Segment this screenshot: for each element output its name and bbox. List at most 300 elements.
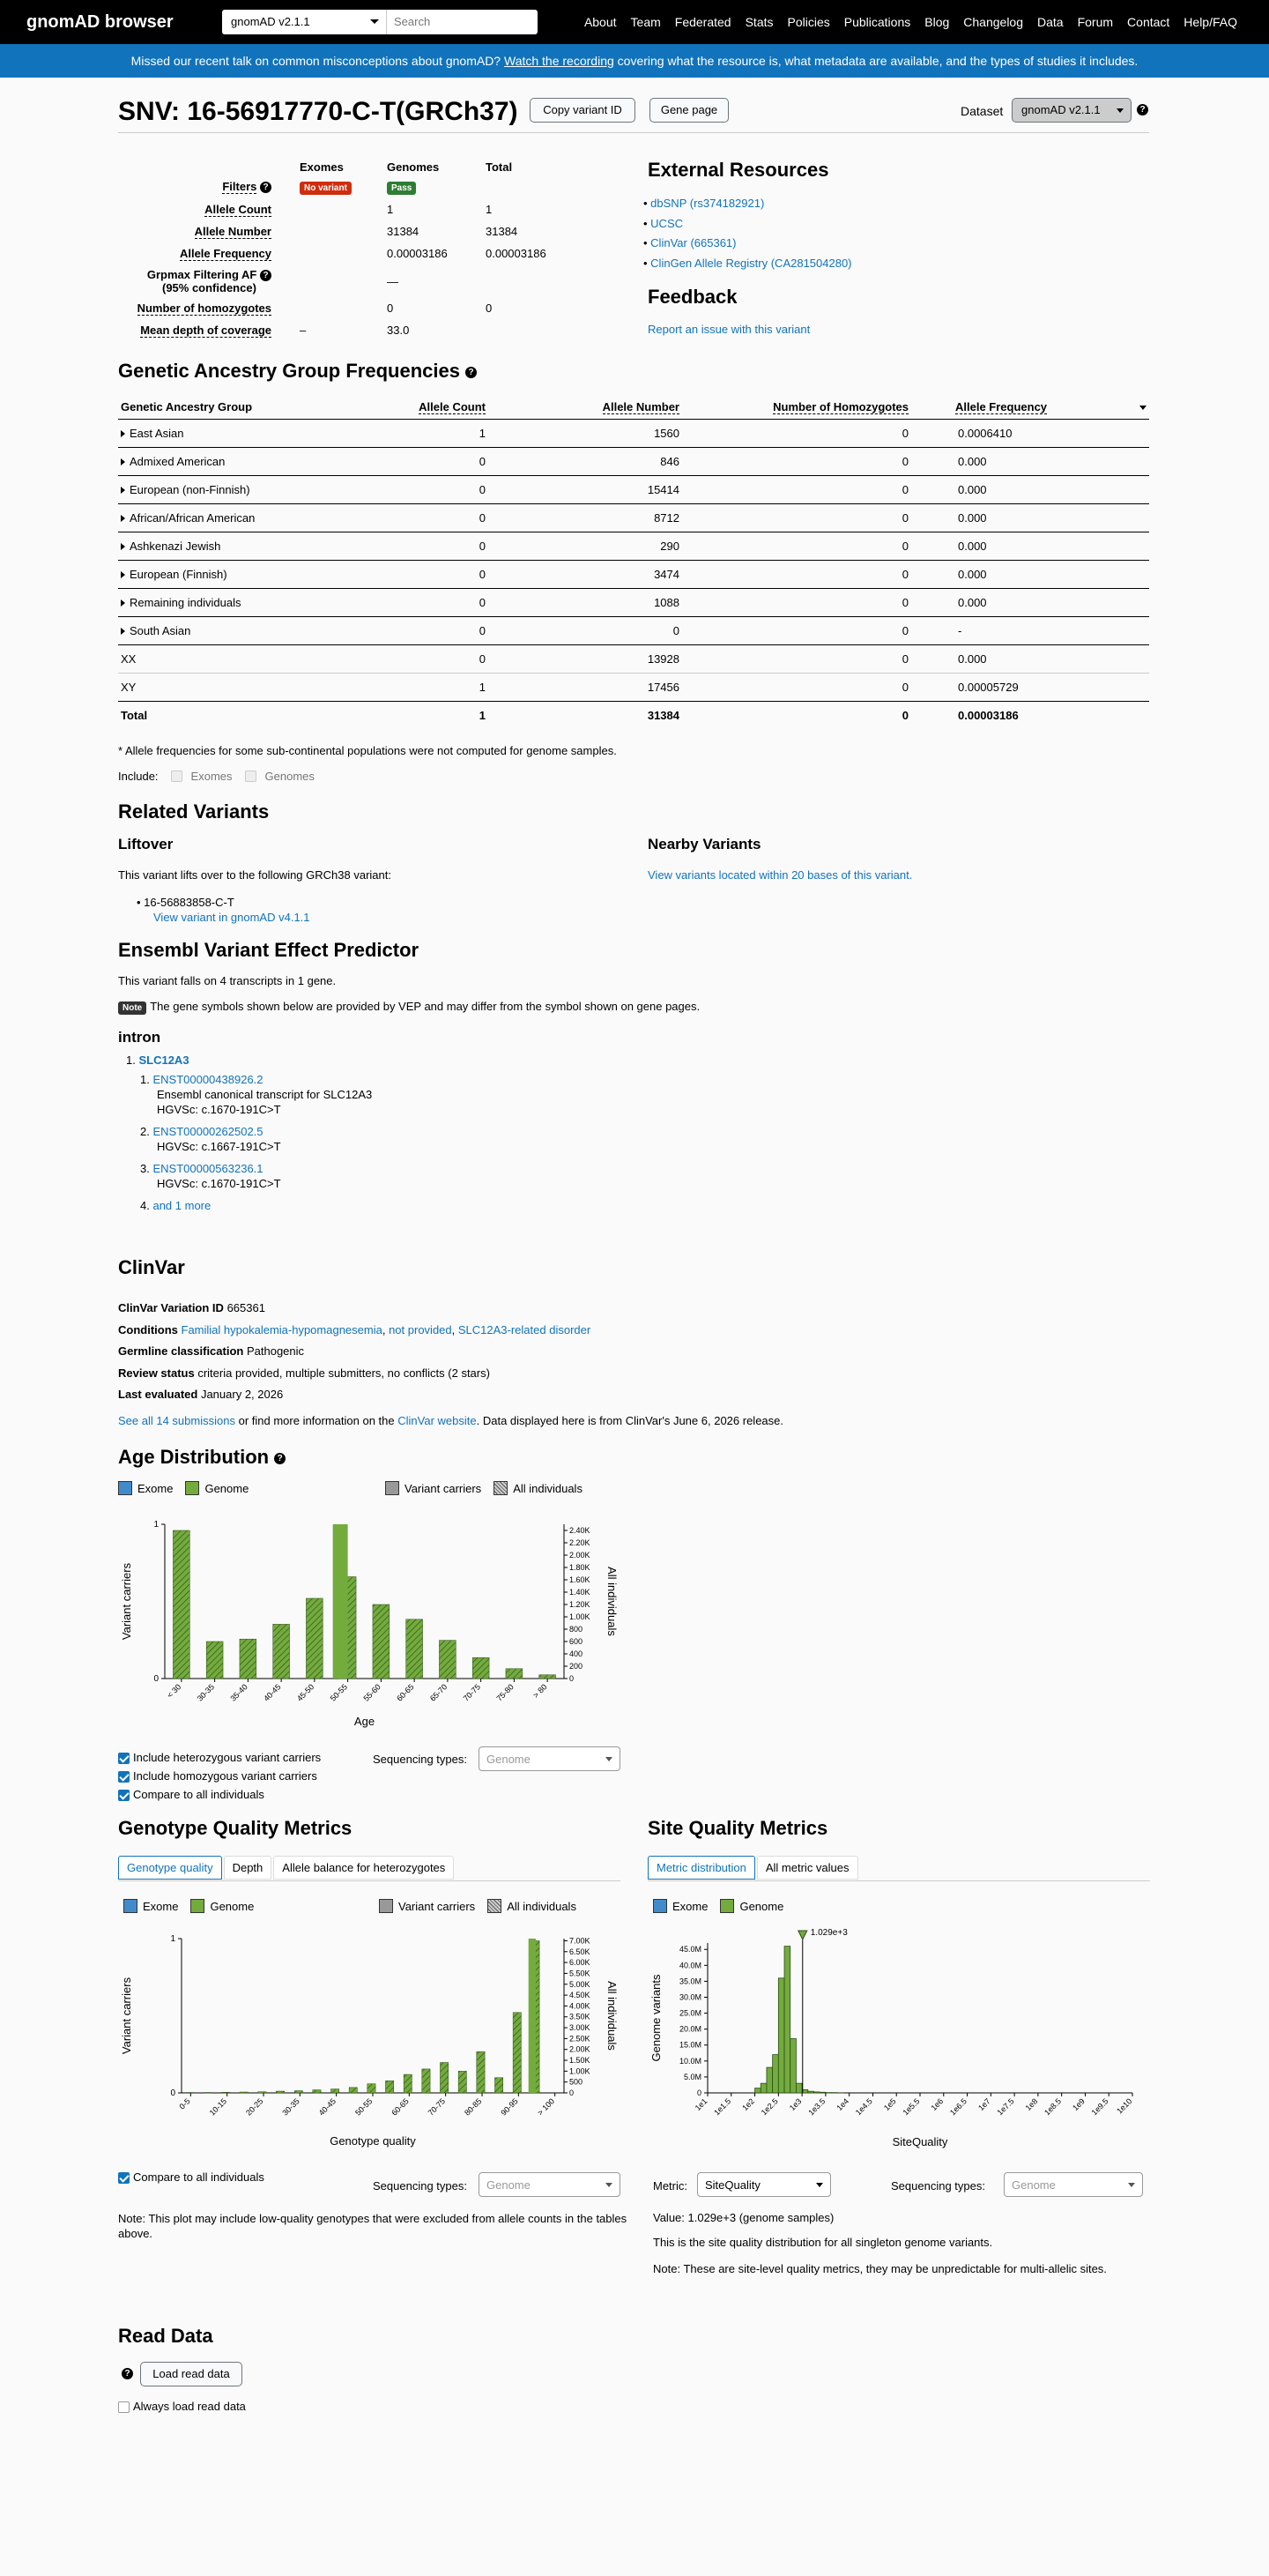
cell-ac [382,503,488,532]
x-tick-label: 70-75 [461,1682,483,1703]
depth-genomes: 33.0 [387,324,410,337]
banner-link[interactable]: Watch the recording [504,54,614,68]
legend-exome: Exome [137,1481,174,1495]
chevron-down-icon [605,2183,612,2187]
exome-filter-badge: No variant [300,182,352,195]
clinvar-id-label: ClinVar Variation ID [118,1301,224,1314]
x-tick-label: 90-95 [499,2096,520,2118]
liftover-link[interactable]: View variant in gnomAD v4.1.1 [153,911,310,924]
filters-label-text: Filters [222,180,257,193]
cell-an [488,644,682,673]
dataset-dropdown-value: gnomAD v2.1.1 [1021,103,1101,116]
clinvar-germline: Pathogenic [246,1344,305,1358]
all-individuals-bar [294,2091,302,2093]
cell-hom [682,673,911,701]
expand-triangle-icon[interactable] [121,458,125,465]
tab-depth[interactable]: Depth [224,1856,272,1880]
all-individuals-bar [477,2051,485,2093]
histogram-bar [755,2088,761,2093]
y-tick-label: 20.0M [679,2024,701,2034]
help-icon[interactable]: ? [122,2368,133,2379]
cell-hom-text: 0 [902,651,909,666]
cell-hom [682,503,911,532]
nav-link-stats[interactable]: Stats [745,15,774,29]
col-allele-number[interactable] [488,396,682,419]
all-individuals-bar [440,2062,448,2093]
all-swatch [494,1481,508,1495]
y-tick-label: 1 [153,1520,159,1530]
announcement-banner [0,44,1269,78]
table-row [118,701,1149,729]
banner-text-post: covering what the resource is, what metadata are available, and the types of studies it includes. [617,54,1139,68]
always-load-checkbox[interactable] [118,2401,130,2413]
all-individuals-bar [173,1530,189,1679]
gq-legend-2 [379,1899,576,1913]
cell-hom [682,616,911,644]
het-label: Include heterozygous variant carriers [133,1751,322,1764]
cell-an-text: 846 [660,454,679,468]
x-axis-label: Age [353,1715,375,1728]
grpmax-genomes: — [387,275,398,288]
tab-divider [118,1880,620,1881]
cell-hom [682,532,911,560]
cell-group [118,701,382,729]
external-link-item: • UCSC [643,216,684,230]
cell-an-text: 290 [660,539,679,553]
chevron-down-icon [370,19,379,24]
x-tick-label: 75-80 [494,1682,516,1703]
x-tick-label: 1e7 [976,2096,992,2113]
transcript-item [140,1072,372,1117]
dataset-select[interactable] [222,10,386,34]
cell-group [118,447,382,475]
x-axis-label: SiteQuality [892,2135,948,2148]
y2-tick-label: 2.00K [569,2044,590,2054]
nav-link-data[interactable]: Data [1037,15,1064,29]
help-icon[interactable]: ? [1137,104,1148,115]
compare-checkbox[interactable] [118,1790,130,1801]
sq-value: Value: 1.029e+3 (genome samples) [653,2211,835,2224]
table-row[interactable] [118,560,1149,588]
submissions-text: or find more information on the [238,1414,395,1427]
clinvar-submissions [118,1414,783,1427]
report-issue-link[interactable]: Report an issue with this variant [648,323,811,336]
legend-exome: Exome [672,1899,709,1913]
dataset-dropdown[interactable] [1012,98,1132,123]
load-read-data-button[interactable]: Load read data [140,2362,242,2386]
cell-ac [382,673,488,701]
table-row[interactable] [118,447,1149,475]
gq-legend [123,1899,254,1913]
col-genomes: Genomes [387,160,440,174]
cell-ac [382,701,488,729]
sort-desc-icon [1139,406,1147,410]
table-row[interactable] [118,588,1149,616]
y2-tick-label: 6.50K [569,1947,590,1956]
cell-ac [382,560,488,588]
list-number: 2. [140,1125,150,1138]
table-row [118,644,1149,673]
clinvar-website-link[interactable]: ClinVar website [397,1414,477,1427]
cell-hom [682,644,911,673]
cell-group [118,503,382,532]
gq-tabs [118,1856,456,1880]
nav-links [584,15,1237,29]
cell-af [911,588,1149,616]
dataset-select-value: gnomAD v2.1.1 [231,15,310,28]
transcript-link[interactable]: ENST00000563236.1 [152,1162,263,1175]
more-transcripts-link[interactable]: and 1 more [152,1199,212,1212]
page-title: SNV: 16-56917770-C-T(GRCh37) [118,97,518,126]
x-tick-label: > 100 [535,2096,557,2118]
cell-group-text: Admixed American [130,454,226,468]
y2-tick-label: 200 [569,1662,583,1671]
y-tick-label: 15.0M [679,2040,701,2050]
include-exomes-checkbox[interactable] [171,771,182,782]
vep-gene-item [126,1053,372,1068]
nav-link-about[interactable]: About [583,15,617,29]
x-tick-label: 35-40 [228,1682,249,1703]
expand-triangle-icon[interactable] [121,628,125,635]
variant-carriers-bar [333,1524,348,1679]
clinvar-eval-label: Last evaluated [118,1388,198,1401]
note-badge: Note [118,1001,146,1015]
x-tick-label: 1e3 [787,2096,804,2113]
cell-group [118,616,382,644]
tab-metric-distribution[interactable]: Metric distribution [648,1856,755,1880]
cell-group-text: Remaining individuals [130,595,241,609]
genome-swatch [190,1899,204,1913]
clinvar-review-label: Review status [118,1366,195,1380]
tab-all-metric-values[interactable]: All metric values [757,1856,858,1880]
exome-swatch [118,1481,132,1495]
sq-note: Note: These are site-level quality metrics, they may be unpredictable for multi-allelic sites. [653,2262,1107,2275]
all-individuals-bar [240,2092,248,2093]
cell-hom [682,560,911,588]
expand-triangle-icon[interactable] [121,543,125,550]
nav-link-forum[interactable]: Forum [1077,15,1114,29]
cell-ac-text: 0 [479,510,486,525]
all-individuals-bar [422,2069,430,2093]
y2-tick-label: 4.50K [569,1991,590,2000]
cell-group [118,560,382,588]
y2-tick-label: 500 [569,2077,583,2087]
x-tick-label: < 30 [165,1682,183,1700]
cell-an-text: 15414 [647,482,679,496]
table-row[interactable] [118,532,1149,560]
nav-link-publications[interactable]: Publications [843,15,911,29]
y-axis-label: Genome variants [649,1974,663,2062]
cell-af [911,475,1149,503]
transcript-hgvs: HGVSc: c.1670-191C>T [157,1103,281,1116]
hom-label: Include homozygous variant carriers [133,1769,317,1783]
legend-all: All individuals [507,1899,576,1913]
gq-compare [118,2170,264,2184]
cell-an-text: 8712 [654,510,679,525]
cell-ac [382,447,488,475]
cell-af [911,560,1149,588]
cell-an [488,503,682,532]
x-tick-label: 1e2.5 [759,2096,780,2118]
col-allele-number-text: Allele Number [602,400,679,414]
tab-allele-balance[interactable]: Allele balance for heterozygotes [273,1856,454,1880]
expand-triangle-icon[interactable] [121,430,125,437]
gene-page-button[interactable]: Gene page [649,98,729,123]
chevron-down-icon [816,2183,823,2187]
y-tick-label: 25.0M [679,2008,701,2018]
x-tick-label: 0-5 [177,2096,192,2111]
metric-select[interactable] [697,2172,831,2197]
x-tick-label: 40-45 [262,1682,283,1703]
cell-hom [682,447,911,475]
grpmax-label [147,268,271,294]
x-tick-label: 30-35 [195,1682,217,1703]
cell-hom-text: 0 [902,482,909,496]
gq-seq-select[interactable] [479,2172,620,2197]
cell-af-text: 0.000 [958,539,987,553]
legend-exome: Exome [143,1899,179,1913]
cell-af [911,701,1149,729]
depth-exomes: – [300,324,307,337]
cell-af [911,503,1149,532]
cell-hom-text: 0 [902,510,909,525]
clinvar-eval: January 2, 2026 [200,1388,284,1401]
include-exomes-label: Exomes [190,770,233,783]
include-options [118,770,315,783]
liftover-title: Liftover [118,836,174,852]
cell-hom [682,701,911,729]
nav-link-contact[interactable]: Contact [1127,15,1170,29]
condition-link[interactable]: not provided [389,1322,452,1336]
help-icon[interactable]: ? [465,367,477,378]
y2-tick-label: 5.50K [569,1969,590,1978]
y-tick-label: 1 [170,1934,175,1944]
nearby-variants-link[interactable]: View variants located within 20 bases of this variant. [648,868,913,882]
divider [118,132,1149,133]
help-icon[interactable]: ? [260,270,271,281]
x-tick-label: 1e9 [1071,2096,1087,2113]
vep-consequence: intron [118,1029,161,1046]
x-tick-label: 80-85 [463,2096,484,2118]
transcript-hgvs: HGVSc: c.1667-191C>T [157,1140,281,1153]
allele-number-genomes: 31384 [387,225,419,238]
nav-link-changelog[interactable]: Changelog [963,15,1024,29]
clingen-link[interactable]: ClinGen Allele Registry (CA281504280) [650,256,852,270]
all-individuals-bar [373,1604,390,1679]
y-tick-label: 0 [170,2088,175,2098]
cell-group-text: European (non-Finnish) [130,482,250,496]
clinvar-link[interactable]: ClinVar (665361) [650,236,737,249]
col-group[interactable]: Genetic Ancestry Group [118,396,382,419]
age-seq-select[interactable] [479,1746,620,1771]
vep-note [118,1000,700,1015]
gq-compare-checkbox[interactable] [118,2172,130,2184]
help-icon[interactable]: ? [274,1453,286,1464]
cell-af-text: 0.000 [958,651,987,666]
dataset-label: Dataset [961,104,1004,118]
allele-count-label: Allele Count [204,203,271,216]
cell-ac-text: 0 [479,539,486,553]
col-allele-frequency-text: Allele Frequency [955,400,1048,414]
clinvar-id: 665361 [226,1301,265,1314]
x-tick-label: 50-55 [353,2096,375,2118]
ancestry-title-text: Genetic Ancestry Group Frequencies [118,360,460,382]
cell-group-text: African/African American [130,510,256,525]
age-title-text: Age Distribution [118,1446,270,1468]
x-tick-label: 1e5.5 [901,2096,922,2118]
legend-carriers: Variant carriers [398,1899,476,1913]
nav-link-policies[interactable]: Policies [787,15,830,29]
brand-logo[interactable]: gnomAD browser [26,12,174,32]
x-tick-label: 55-60 [361,1682,382,1703]
y-tick-label: 0 [153,1674,159,1684]
x-tick-label: 1e2 [740,2096,756,2113]
transcript-item [140,1161,372,1191]
y-tick-label: 30.0M [679,1992,701,2002]
nav-link-blog[interactable]: Blog [924,15,950,29]
all-individuals-bar [539,1675,556,1679]
clinvar-id-row [118,1298,590,1320]
transcript-link[interactable]: ENST00000438926.2 [152,1073,263,1086]
cell-af-text: 0.000 [958,595,987,609]
histogram-bar [784,1947,790,2093]
nav-link-team[interactable]: Team [630,15,661,29]
cell-group [118,419,382,447]
external-link-item: • ClinVar (665361) [643,236,737,249]
cell-af [911,447,1149,475]
condition-link[interactable]: Familial hypokalemia-hypomagnesemia [181,1322,382,1336]
gq-title: Genotype Quality Metrics [118,1817,352,1839]
help-icon[interactable]: ? [260,182,271,193]
nav-link-federated[interactable]: Federated [674,15,731,29]
cell-group-text: XX [121,651,137,666]
value-marker-label: 1.029e+3 [810,1928,848,1938]
external-links [643,194,852,273]
dbsnp-link[interactable]: dbSNP (rs374182921) [650,197,765,210]
exome-swatch [123,1899,137,1913]
table-row[interactable] [118,475,1149,503]
col-allele-frequency[interactable] [911,396,1149,419]
cell-ac [382,532,488,560]
age-seq-label: Sequencing types: [373,1753,467,1766]
cell-ac-text: 0 [479,623,486,637]
y2-tick-label: 4.00K [569,2001,590,2011]
condition-link[interactable]: SLC12A3-related disorder [457,1322,591,1336]
cell-an-text: 3474 [654,567,679,581]
search-input[interactable]: Search [386,10,538,34]
cell-group-text: European (Finnish) [130,567,227,581]
variant-carriers-bar [529,1939,536,2093]
sq-seq-select[interactable] [1004,2172,1143,2197]
histogram-bar [767,2067,773,2093]
cell-an [488,616,682,644]
cell-an [488,560,682,588]
table-row[interactable] [118,503,1149,532]
nav-link-help-faq[interactable]: Help/FAQ [1184,15,1237,29]
tab-divider [648,1880,1150,1881]
top-nav [0,0,1269,44]
cell-ac [382,419,488,447]
y2-tick-label: 7.00K [569,1936,590,1946]
y2-tick-label: 400 [569,1649,583,1658]
y2-tick-label: 2.40K [569,1526,590,1535]
expand-triangle-icon[interactable] [121,571,125,578]
list-number: 3. [140,1162,150,1175]
col-allele-count[interactable] [382,396,488,419]
cell-group-text: East Asian [130,426,184,440]
vep-note-text: The gene symbols shown below are provided by VEP and may differ from the symbol shown on gene pages. [150,1000,701,1013]
clinvar-review: criteria provided, multiple submitters, no conflicts (2 stars) [197,1366,490,1380]
x-tick-label: 30-35 [280,2096,301,2118]
cell-ac [382,616,488,644]
cell-hom-text: 0 [902,426,909,440]
cell-hom-text: 0 [902,454,909,468]
y2-tick-label: 2.00K [569,1551,590,1560]
cell-af-text: 0.000 [958,567,987,581]
y2-tick-label: 0 [569,2088,575,2097]
table-row[interactable] [118,419,1149,447]
expand-triangle-icon[interactable] [121,599,125,607]
cell-group [118,588,382,616]
gene-link[interactable]: SLC12A3 [138,1053,189,1067]
cell-an-text: 1560 [654,426,679,440]
include-label: Include: [118,770,159,783]
ucsc-link[interactable]: UCSC [650,216,684,230]
expand-triangle-icon[interactable] [121,515,125,522]
exome-swatch [653,1899,667,1913]
tab-genotype-quality[interactable]: Genotype quality [118,1856,222,1880]
homozygotes-genomes: 0 [387,302,394,315]
x-tick-label: 1e6.5 [947,2096,968,2118]
y-tick-label: 5.0M [683,2072,701,2081]
submissions-link[interactable]: See all 14 submissions [118,1414,235,1427]
x-tick-label: 1e8.5 [1043,2096,1064,2118]
hom-checkbox[interactable] [118,1771,130,1783]
ancestry-table [118,396,1149,729]
cell-ac-text: 0 [479,482,486,496]
expand-triangle-icon[interactable] [121,487,125,494]
age-distribution-chart [118,1512,629,1741]
allele-count-total: 1 [486,203,493,216]
histogram-bar [796,2083,802,2093]
cell-af-text: 0.000 [958,482,987,496]
cell-an [488,419,682,447]
x-tick-label: 1e4 [835,2096,851,2113]
clinvar-review-row [118,1363,590,1385]
all-individuals-bar [240,1639,256,1679]
compare-label: Compare to all individuals [133,1788,264,1801]
y2-tick-label: 6.00K [569,1958,590,1968]
include-genomes-checkbox[interactable] [245,771,256,782]
cell-ac-text: 1 [479,708,486,722]
histogram-bar [820,2092,826,2093]
transcript-link[interactable]: ENST00000262502.5 [152,1125,263,1138]
homozygotes-label: Number of homozygotes [137,302,271,315]
x-tick-label: 50-55 [328,1682,350,1703]
col-homozygotes[interactable] [682,396,911,419]
legend-genome: Genome [739,1899,784,1913]
cell-af [911,532,1149,560]
table-row[interactable] [118,616,1149,644]
y-tick-label: 0 [696,2088,701,2097]
read-data-title: Read Data [118,2325,213,2347]
copy-variant-id-button[interactable]: Copy variant ID [530,98,635,123]
histogram-bar [761,2083,767,2093]
het-checkbox[interactable] [118,1753,130,1764]
cell-ac-text: 1 [479,680,486,694]
value-marker-arrow-icon [798,1931,807,1939]
x-tick-label: 70-75 [426,2096,448,2118]
